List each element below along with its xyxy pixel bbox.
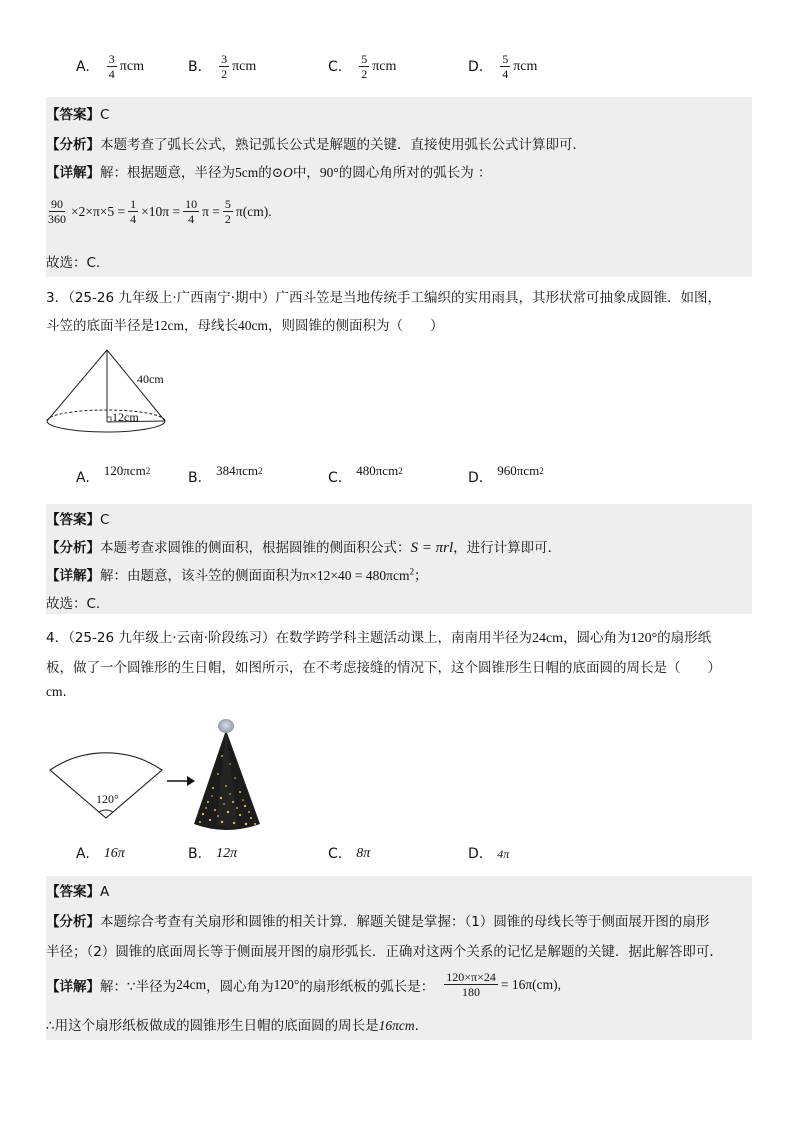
q4-answer: 【答案】A [46,884,110,900]
q4-solution-block [46,876,752,1040]
q4-detail: 【详解】 解：∵半径为 24cm ，圆心角为 120° 的扇形纸板的弧长是： $\frac{120\times\pi\times 24}{180}$ = 16π(cm), [46,970,562,999]
q2-conclusion: 故选：C. [46,255,101,271]
q4-analysis-line1: 【分析】本题综合考查有关扇形和圆锥的相关计算．解题关键是掌握：（1）圆锥的母线长等于侧面展开图的扇形 [46,914,710,930]
q4-final: ∴用这个扇形纸板做成的圆锥形生日帽的底面圆的周长是16πcm. [46,1018,419,1034]
q3-solution-block [46,504,752,614]
q2-option-b[interactable]: B. $\frac{3}{2}$ πcm [188,52,257,81]
q4-option-a[interactable]: A. 16π [76,846,125,862]
q4-options [0,846,800,880]
party-hat-image [188,716,268,836]
q4-stem-line3: cm. [46,684,67,700]
q3-option-b[interactable]: B. 384πcm 2 [188,463,263,486]
q4-stem-line1: 4．（25-26 九年级上·云南·阶段练习）在数学跨学科主题活动课上，南南用半径为24cm，圆心角为120°的扇形纸 [46,630,712,646]
q4-option-d[interactable]: D. 4π [468,846,510,862]
fraction: $\frac{3}{2}$ [221,52,228,81]
q2-solution-block [46,97,752,277]
q3-analysis: 【分析】本题考查求圆锥的侧面积，根据圆锥的侧面积公式：S = πrl，进行计算即可． [46,540,562,556]
fraction: $\frac{5}{4}$ [502,52,509,81]
cone-radius-label: 12cm [112,410,139,424]
q3-conclusion: 故选：C. [46,596,101,612]
q3-option-c[interactable]: C. 480πcm 2 [328,463,403,486]
q2-analysis: 【分析】本题考查了弧长公式，熟记弧长公式是解题的关键．直接使用弧长公式计算即可． [46,137,586,153]
q3-option-a[interactable]: A. 120πcm 2 [76,463,151,486]
q2-option-d[interactable]: D. $\frac{5}{4}$ πcm [468,52,538,81]
q3-options [0,456,800,490]
q4-option-c[interactable]: C. 8π [328,846,371,862]
q4-stem-line2: 板，做了一个圆锥形的生日帽，如图所示，在不考虑接缝的情况下，这个圆锥形生日帽的底面圆的周长是（ ） [46,660,721,676]
q2-option-c[interactable]: C. $\frac{5}{2}$ πcm [328,52,397,81]
q2-answer: 【答案】C [46,107,110,123]
q2-options [0,52,800,86]
fraction: $\frac{3}{4}$ [108,52,115,81]
q4-option-b[interactable]: B. 12π [188,846,238,862]
q2-formula: $\frac{90}{360}$ ×2×π×5 = $\frac{1}{4}$ ×10π = $\frac{10}{4}$ π = $\frac{5}{2}$ π(cm). [48,197,272,226]
q3-answer: 【答案】C [46,512,110,528]
q4-analysis-line2: 半径；（2）圆锥的底面周长等于侧面展开图的扇形弧长．正确对这两个关系的记忆是解题的关键．据此解答即可． [46,944,723,960]
q2-detail: 【详解】解：根据题意，半径为5cm的⊙O中，90°的圆心角所对的弧长为 ： [46,165,492,181]
sector-figure [46,738,171,820]
q3-stem-line2: 斗笠的底面半径是12cm，母线长40cm，则圆锥的侧面积为（ ） [46,318,444,334]
fraction: $\frac{5}{2}$ [361,52,368,81]
q2-option-a[interactable]: A. $\frac{3}{4}$ πcm [76,52,144,81]
q3-option-d[interactable]: D. 960πcm 2 [468,463,544,486]
cone-figure [44,348,174,443]
q3-detail: 【详解】解：由题意，该斗笠的侧面面积为π×12×40 = 480πcm$^2$； [46,566,428,584]
q3-stem-line1: 3．（25-26 九年级上·广西南宁·期中）广西斗笠是当地传统手工编织的实用雨具，其形状常可抽象成圆锥．如图， [46,290,721,306]
sector-angle-label: 120° [96,792,119,806]
cone-slant-label: 40cm [137,372,164,386]
